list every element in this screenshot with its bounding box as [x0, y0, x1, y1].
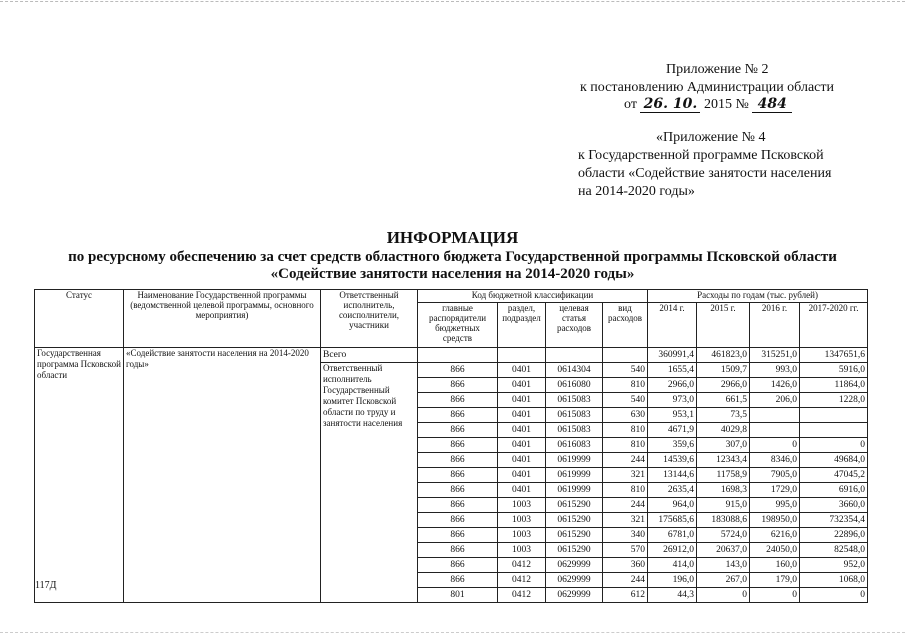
target-cell: 0615083: [546, 393, 603, 408]
y2017-cell: 1068,0: [800, 573, 868, 588]
y2015-cell: 73,5: [697, 408, 750, 423]
y2016-cell: [750, 423, 800, 438]
col-target: целевая статья расходов: [546, 303, 603, 348]
kind-cell: 244: [603, 453, 648, 468]
y2015-cell: 307,0: [697, 438, 750, 453]
grbs-cell: 866: [418, 558, 498, 573]
y2014-cell: 196,0: [648, 573, 697, 588]
y2015-cell: 915,0: [697, 498, 750, 513]
page-code: 117Д: [35, 580, 57, 591]
col-program-name: Наименование Государственной программы (ведомственной целевой программы, основного мероприятия): [124, 290, 321, 348]
y2017-cell: 952,0: [800, 558, 868, 573]
empty-cell: [603, 348, 648, 363]
y2017-cell: 732354,4: [800, 513, 868, 528]
y2015-cell: 5724,0: [697, 528, 750, 543]
y2014-cell: 4671,9: [648, 423, 697, 438]
y2014-cell: 2635,4: [648, 483, 697, 498]
total-2017-2020: 1347651,6: [800, 348, 868, 363]
grbs-cell: 866: [418, 513, 498, 528]
program-name-cell: «Содействие занятости населения на 2014-2020 годы»: [124, 348, 321, 603]
kind-cell: 810: [603, 483, 648, 498]
y2015-cell: 1698,3: [697, 483, 750, 498]
appendix2-line2: к постановлению Администрации области: [580, 80, 834, 95]
appendix4-line4: на 2014-2020 годы»: [578, 184, 695, 199]
section-cell: 0412: [498, 588, 546, 603]
y2014-cell: 175685,6: [648, 513, 697, 528]
y2015-cell: 661,5: [697, 393, 750, 408]
grbs-cell: 866: [418, 483, 498, 498]
appendix-block: [0, 0, 905, 220]
y2016-cell: 206,0: [750, 393, 800, 408]
grbs-cell: 866: [418, 573, 498, 588]
y2015-cell: 0: [697, 588, 750, 603]
kind-cell: 810: [603, 378, 648, 393]
section-cell: 1003: [498, 528, 546, 543]
kind-cell: 321: [603, 513, 648, 528]
handwritten-number: 484: [752, 96, 792, 113]
total-2014: 360991,4: [648, 348, 697, 363]
y2014-cell: 964,0: [648, 498, 697, 513]
resource-table: [34, 289, 868, 603]
y2016-cell: 1729,0: [750, 483, 800, 498]
y2014-cell: 13144,6: [648, 468, 697, 483]
grbs-cell: 866: [418, 453, 498, 468]
y2017-cell: 1228,0: [800, 393, 868, 408]
empty-cell: [498, 348, 546, 363]
target-cell: 0615290: [546, 498, 603, 513]
grbs-cell: 801: [418, 588, 498, 603]
target-cell: 0615290: [546, 528, 603, 543]
appendix2-year: 2015 №: [703, 97, 749, 112]
handwritten-date: 26. 10.: [640, 96, 700, 113]
y2014-cell: 1655,4: [648, 363, 697, 378]
y2014-cell: 2966,0: [648, 378, 697, 393]
y2015-cell: 183088,6: [697, 513, 750, 528]
y2016-cell: 1426,0: [750, 378, 800, 393]
empty-cell: [418, 348, 498, 363]
section-cell: 0401: [498, 363, 546, 378]
col-grbs: главные распорядители бюджетных средств: [418, 303, 498, 348]
y2015-cell: 2966,0: [697, 378, 750, 393]
y2015-cell: 20637,0: [697, 543, 750, 558]
section-cell: 0401: [498, 483, 546, 498]
grbs-cell: 866: [418, 408, 498, 423]
y2016-cell: [750, 408, 800, 423]
col-status: Статус: [35, 290, 124, 348]
grbs-cell: 866: [418, 393, 498, 408]
col-executor: Ответственный исполнитель, соисполнители, участники: [321, 290, 418, 348]
y2016-cell: 179,0: [750, 573, 800, 588]
col-section: раздел, подраздел: [498, 303, 546, 348]
y2014-cell: 6781,0: [648, 528, 697, 543]
target-cell: 0619999: [546, 468, 603, 483]
y2015-cell: 267,0: [697, 573, 750, 588]
section-cell: 0412: [498, 558, 546, 573]
empty-cell: [546, 348, 603, 363]
target-cell: 0619999: [546, 483, 603, 498]
y2016-cell: 24050,0: [750, 543, 800, 558]
kind-cell: 630: [603, 408, 648, 423]
grbs-cell: 866: [418, 528, 498, 543]
col-expenses: Расходы по годам (тыс. рублей): [648, 290, 868, 303]
section-cell: 0401: [498, 393, 546, 408]
section-cell: 1003: [498, 543, 546, 558]
y2015-cell: 143,0: [697, 558, 750, 573]
appendix2-date-line: [624, 96, 792, 113]
col-2015: 2015 г.: [697, 303, 750, 348]
status-cell: Государственная программа Псковской области: [35, 348, 124, 603]
y2016-cell: 8346,0: [750, 453, 800, 468]
y2016-cell: 6216,0: [750, 528, 800, 543]
section-cell: 0412: [498, 573, 546, 588]
y2014-cell: 44,3: [648, 588, 697, 603]
y2014-cell: 953,1: [648, 408, 697, 423]
table-header-row: [35, 290, 868, 303]
section-cell: 0401: [498, 453, 546, 468]
target-cell: 0615290: [546, 543, 603, 558]
document-subtitle: по ресурсному обеспечению за счет средств областного бюджета Государственной программы Псковской области: [68, 249, 837, 265]
y2016-cell: 995,0: [750, 498, 800, 513]
target-cell: 0615083: [546, 423, 603, 438]
kind-cell: 244: [603, 573, 648, 588]
kind-cell: 570: [603, 543, 648, 558]
col-2017-2020: 2017-2020 гг.: [800, 303, 868, 348]
document-title: ИНФОРМАЦИЯ: [386, 228, 519, 247]
section-cell: 0401: [498, 378, 546, 393]
appendix4-line2: к Государственной программе Псковской: [578, 148, 824, 163]
section-cell: 0401: [498, 423, 546, 438]
kind-cell: 540: [603, 363, 648, 378]
y2014-cell: 26912,0: [648, 543, 697, 558]
kind-cell: 810: [603, 423, 648, 438]
y2014-cell: 359,6: [648, 438, 697, 453]
target-cell: 0616083: [546, 438, 603, 453]
y2017-cell: [800, 423, 868, 438]
grbs-cell: 866: [418, 438, 498, 453]
target-cell: 0629999: [546, 558, 603, 573]
total-label: Всего: [321, 348, 418, 363]
y2017-cell: 11864,0: [800, 378, 868, 393]
kind-cell: 340: [603, 528, 648, 543]
y2014-cell: 14539,6: [648, 453, 697, 468]
y2016-cell: 7905,0: [750, 468, 800, 483]
y2017-cell: 49684,0: [800, 453, 868, 468]
y2017-cell: 0: [800, 438, 868, 453]
col-kbk: Код бюджетной классификации: [418, 290, 648, 303]
section-cell: 1003: [498, 513, 546, 528]
section-cell: 1003: [498, 498, 546, 513]
target-cell: 0615083: [546, 408, 603, 423]
grbs-cell: 866: [418, 423, 498, 438]
appendix4-line3: области «Содействие занятости населения: [578, 166, 832, 181]
target-cell: 0619999: [546, 453, 603, 468]
y2017-cell: 22896,0: [800, 528, 868, 543]
target-cell: 0629999: [546, 573, 603, 588]
y2017-cell: 82548,0: [800, 543, 868, 558]
appendix4-title: «Приложение № 4: [656, 130, 766, 145]
y2014-cell: 414,0: [648, 558, 697, 573]
target-cell: 0615290: [546, 513, 603, 528]
y2015-cell: 4029,8: [697, 423, 750, 438]
y2016-cell: 198950,0: [750, 513, 800, 528]
kind-cell: 810: [603, 438, 648, 453]
grbs-cell: 866: [418, 363, 498, 378]
executor-cell: Ответственный исполнитель Государственный комитет Псковской области по труду и занятости населения: [321, 363, 418, 603]
target-cell: 0616080: [546, 378, 603, 393]
target-cell: 0614304: [546, 363, 603, 378]
grbs-cell: 866: [418, 378, 498, 393]
y2016-cell: 993,0: [750, 363, 800, 378]
program-title: «Содействие занятости населения на 2014-2020 годы»: [270, 266, 635, 282]
col-kind: вид расходов: [603, 303, 648, 348]
y2016-cell: 0: [750, 438, 800, 453]
kind-cell: 540: [603, 393, 648, 408]
y2017-cell: [800, 408, 868, 423]
appendix2-from: от: [624, 97, 637, 112]
y2015-cell: 1509,7: [697, 363, 750, 378]
y2016-cell: 0: [750, 588, 800, 603]
total-2016: 315251,0: [750, 348, 800, 363]
table-body: [35, 348, 868, 603]
y2015-cell: 11758,9: [697, 468, 750, 483]
appendix2-title: Приложение № 2: [666, 62, 769, 77]
y2015-cell: 12343,4: [697, 453, 750, 468]
col-2016: 2016 г.: [750, 303, 800, 348]
grbs-cell: 866: [418, 468, 498, 483]
y2014-cell: 973,0: [648, 393, 697, 408]
y2017-cell: 3660,0: [800, 498, 868, 513]
grbs-cell: 866: [418, 498, 498, 513]
kind-cell: 244: [603, 498, 648, 513]
kind-cell: 612: [603, 588, 648, 603]
table-row-total: [35, 348, 868, 363]
y2017-cell: 6916,0: [800, 483, 868, 498]
target-cell: 0629999: [546, 588, 603, 603]
kind-cell: 321: [603, 468, 648, 483]
y2016-cell: 160,0: [750, 558, 800, 573]
total-2015: 461823,0: [697, 348, 750, 363]
section-cell: 0401: [498, 438, 546, 453]
y2017-cell: 47045,2: [800, 468, 868, 483]
y2017-cell: 5916,0: [800, 363, 868, 378]
grbs-cell: 866: [418, 543, 498, 558]
kind-cell: 360: [603, 558, 648, 573]
scan-bottom-edge: [0, 632, 905, 633]
section-cell: 0401: [498, 408, 546, 423]
section-cell: 0401: [498, 468, 546, 483]
y2017-cell: 0: [800, 588, 868, 603]
col-2014: 2014 г.: [648, 303, 697, 348]
